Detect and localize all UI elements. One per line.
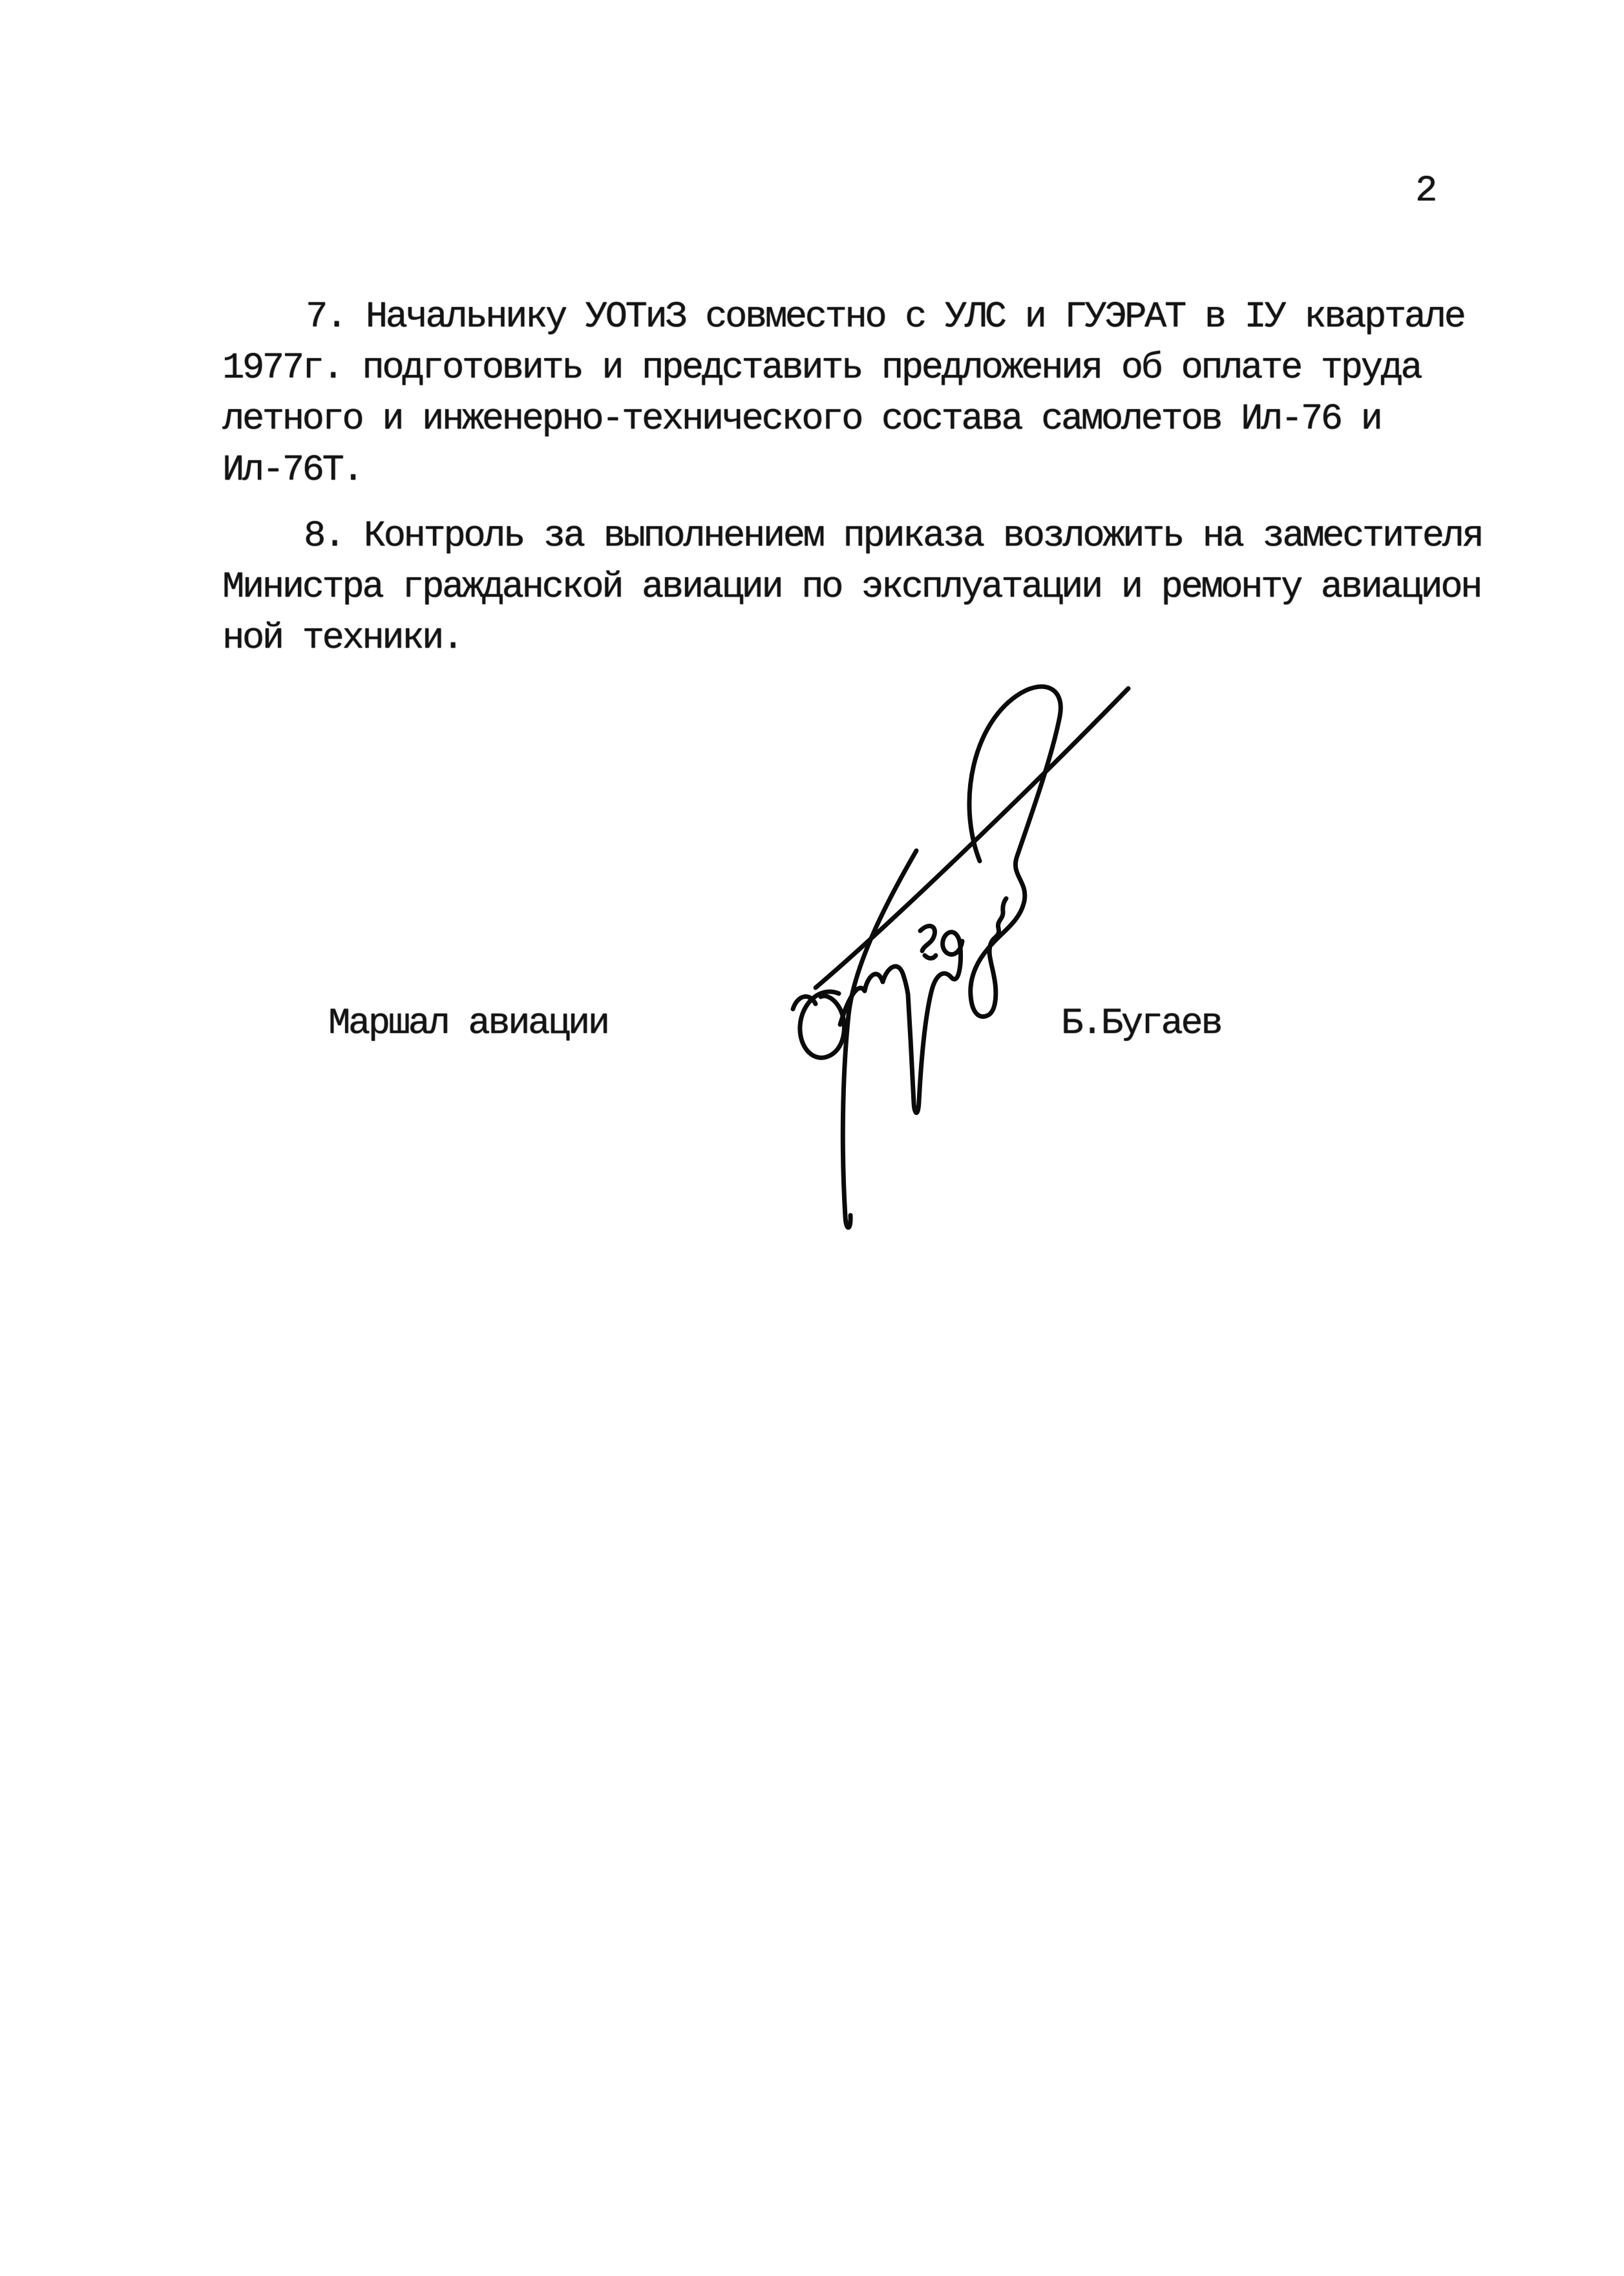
doc-line: летного и инженерно-технического состава самолетов Ил-76 и — [222, 399, 1381, 440]
doc-line: 7. Начальнику УОТиЗ совместно с УЛС и ГУЭРАТ в IУ квартале — [306, 297, 1464, 338]
handwritten-signature-autograph — [743, 659, 1163, 1248]
signature-stroke-curl — [920, 926, 936, 958]
signatory-name: Б.Бугаев — [1061, 1003, 1221, 1045]
signature-stroke-loop — [969, 686, 1060, 1017]
doc-line: Ил-76Т. — [222, 450, 363, 491]
page-number: 2 — [1415, 171, 1435, 212]
doc-line: 8. Контроль за выполнением приказа возложить на заместителя — [304, 516, 1482, 557]
doc-line: Министра гражданской авиации по эксплуатации и ремонту авиацион — [222, 567, 1481, 608]
signature-stroke-oloop — [800, 992, 845, 1058]
doc-line: ной техники. — [222, 618, 462, 659]
doc-line: 1977г. подготовить и представить предложения об оплате труда — [222, 348, 1421, 389]
signatory-title: Маршал авиации — [328, 1003, 608, 1045]
